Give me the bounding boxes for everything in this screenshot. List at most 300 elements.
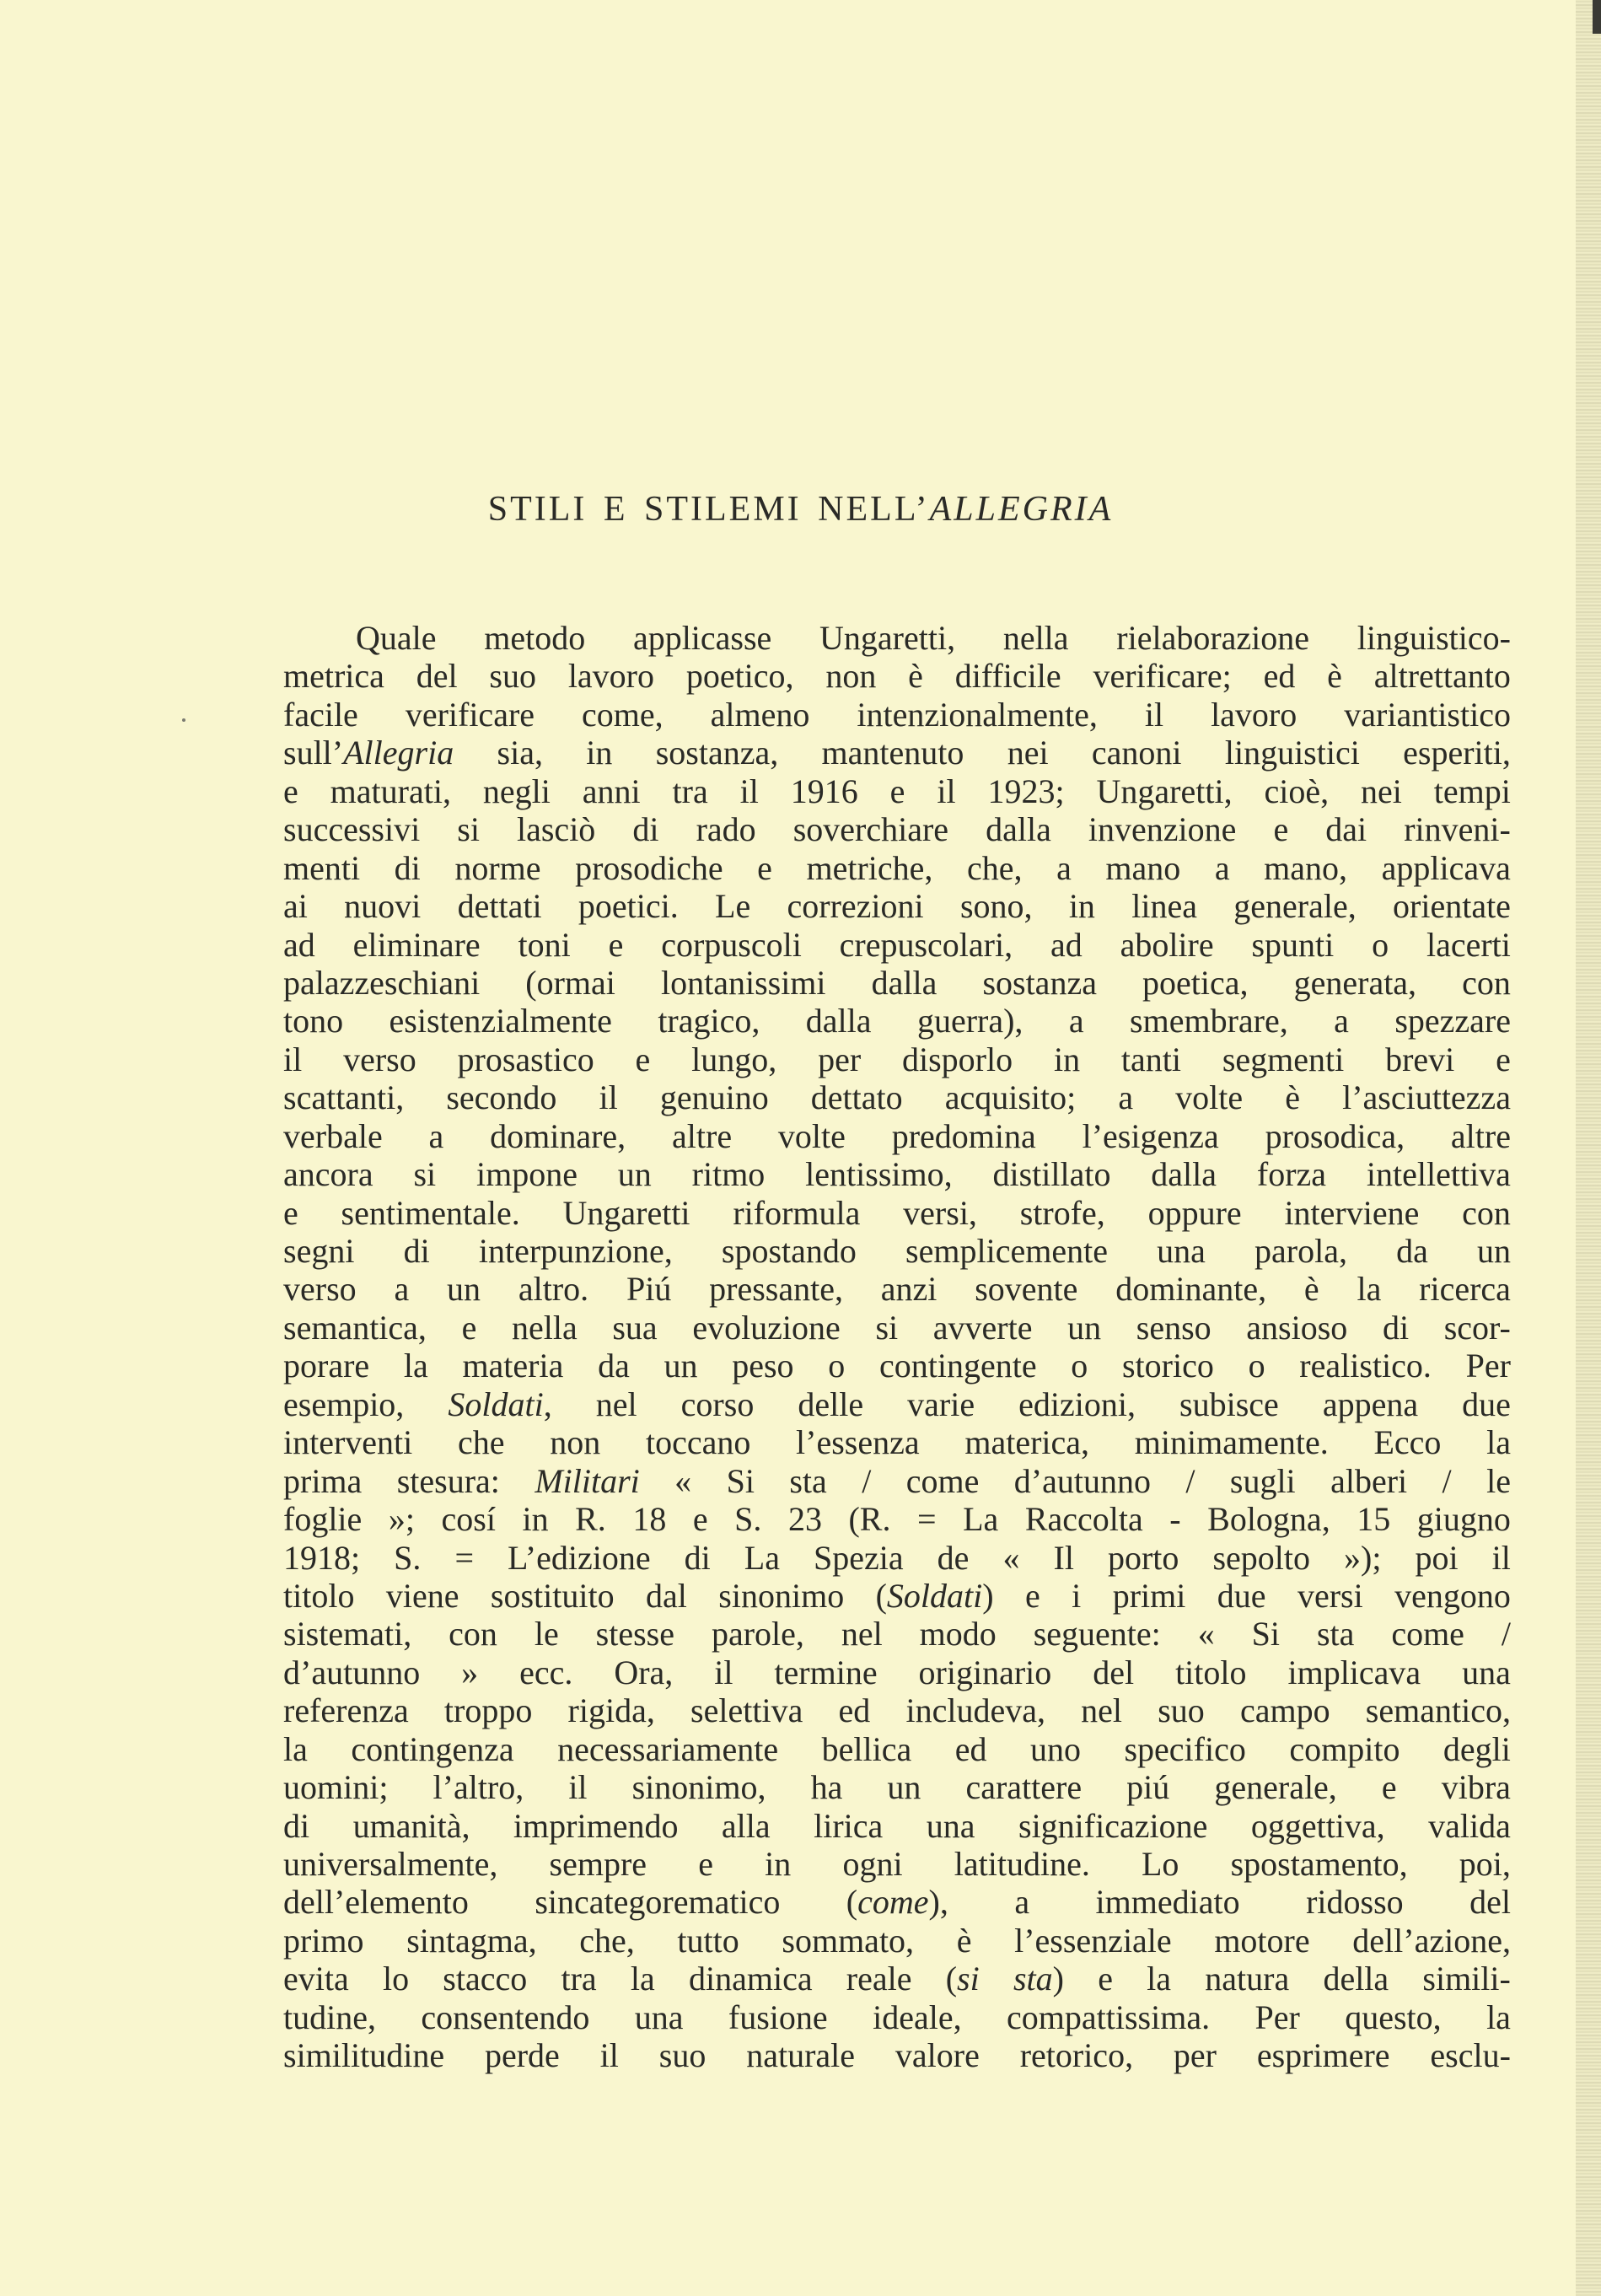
- word: altre: [1450, 1116, 1511, 1155]
- word: sincategorematico: [535, 1883, 781, 1922]
- word: esempio,: [283, 1385, 405, 1423]
- text-line: [283, 1653, 1511, 1691]
- word: tra: [672, 772, 708, 810]
- word: che,: [966, 848, 1023, 887]
- word: senso: [1136, 1308, 1211, 1347]
- word: lentissimo,: [805, 1155, 953, 1194]
- word: lasciò: [517, 810, 596, 849]
- word: la: [1486, 1423, 1511, 1462]
- word: e: [1496, 1040, 1511, 1078]
- word: il: [599, 1078, 618, 1117]
- word: un: [1067, 1308, 1102, 1347]
- word: Si: [1251, 1615, 1280, 1653]
- word: sta: [1316, 1615, 1355, 1653]
- word: interpunzione,: [478, 1232, 673, 1270]
- text-line: [283, 696, 1511, 734]
- word: l’essenziale: [1014, 1921, 1172, 1960]
- word: da: [1396, 1232, 1428, 1270]
- word: ridosso: [1306, 1883, 1404, 1922]
- word: sinonimo: [718, 1576, 845, 1615]
- chapter-title: [0, 489, 1601, 530]
- word: a: [1014, 1883, 1030, 1922]
- word: la: [1357, 1270, 1382, 1309]
- word: linguistici: [1224, 734, 1360, 772]
- word: sintagma,: [406, 1921, 537, 1960]
- word: due: [1217, 1576, 1266, 1615]
- word: materia: [462, 1347, 564, 1385]
- word: segmenti: [1222, 1040, 1345, 1078]
- word: modo: [919, 1615, 997, 1653]
- word: della: [1323, 1960, 1389, 1998]
- word: e: [698, 1845, 713, 1883]
- word: avverte: [932, 1308, 1033, 1347]
- word: maturati,: [330, 772, 451, 810]
- word: nei: [1361, 772, 1402, 810]
- word: intenzionalmente,: [857, 695, 1098, 734]
- word: come: [1391, 1615, 1464, 1653]
- word: e: [608, 925, 624, 964]
- word: rielaborazione: [1116, 619, 1310, 657]
- word: volte: [1175, 1078, 1244, 1117]
- word: troppo: [443, 1691, 533, 1730]
- word: successivi: [283, 810, 421, 849]
- word: secondo: [446, 1078, 557, 1117]
- text-line: [283, 1347, 1511, 1385]
- word: le: [534, 1615, 559, 1653]
- word: sostanza: [982, 963, 1097, 1002]
- word: R.: [575, 1500, 606, 1539]
- word: termine: [774, 1653, 878, 1691]
- word: ritmo: [691, 1155, 766, 1194]
- word: un: [664, 1347, 698, 1385]
- text-line: [283, 734, 1511, 772]
- text-line: [283, 772, 1511, 810]
- word: predomina: [891, 1116, 1036, 1155]
- word: nel: [1081, 1691, 1123, 1730]
- word: almeno: [710, 695, 810, 734]
- word: esperiti,: [1403, 734, 1511, 772]
- word: lacerti: [1426, 925, 1511, 964]
- word: »;: [388, 1500, 415, 1539]
- word: sistemati,: [283, 1615, 412, 1653]
- word: tutto: [677, 1921, 739, 1960]
- word: a: [1214, 848, 1230, 887]
- word: lavoro: [1211, 695, 1297, 734]
- word: smembrare,: [1130, 1002, 1288, 1040]
- word: delle: [798, 1385, 864, 1423]
- word: L’edizione: [508, 1538, 651, 1577]
- word: o: [828, 1347, 846, 1385]
- word: /: [1185, 1461, 1195, 1500]
- word: il: [599, 2036, 619, 2075]
- word: Soldati,: [448, 1385, 552, 1423]
- word: l’essenza: [796, 1423, 920, 1462]
- word: soverchiare: [792, 810, 949, 849]
- word: lavoro: [567, 657, 654, 696]
- word: verificare;: [1093, 657, 1232, 696]
- word: il: [739, 772, 759, 810]
- word: l’esigenza: [1082, 1116, 1219, 1155]
- word: linea: [1131, 887, 1197, 926]
- word: in: [586, 734, 613, 772]
- word: riformula: [733, 1193, 861, 1232]
- word: tudine,: [283, 1998, 376, 2036]
- word: stacco: [443, 1960, 528, 1998]
- word: «: [1197, 1615, 1215, 1653]
- word: similitudine: [283, 2036, 445, 2075]
- word: tanti: [1120, 1040, 1181, 1078]
- word: semantico,: [1365, 1691, 1511, 1730]
- word: corso: [680, 1385, 755, 1423]
- word: /: [1442, 1461, 1452, 1500]
- word: prosodica,: [1265, 1116, 1405, 1155]
- word: sinonimo,: [631, 1768, 766, 1807]
- word: il: [1144, 695, 1164, 734]
- word: di: [394, 848, 421, 887]
- word: sua: [612, 1308, 658, 1347]
- word: un: [887, 1768, 921, 1807]
- word: dettato: [810, 1078, 903, 1117]
- text-line: [283, 1691, 1511, 1729]
- word: varie: [907, 1385, 975, 1423]
- word: dominante,: [1115, 1270, 1267, 1309]
- word: a: [1056, 848, 1072, 887]
- word: d’autunno: [1013, 1461, 1151, 1500]
- word: degli: [1443, 1729, 1511, 1768]
- word: carattere: [965, 1768, 1083, 1807]
- word: (Soldati): [875, 1576, 994, 1615]
- word: materica,: [964, 1423, 1090, 1462]
- word: e: [757, 848, 772, 887]
- word: è: [908, 657, 923, 696]
- word: edizioni,: [1018, 1385, 1136, 1423]
- word: brevi: [1385, 1040, 1455, 1078]
- word: evoluzione: [692, 1308, 841, 1347]
- word: o: [1372, 925, 1389, 964]
- margin-speck: [182, 718, 185, 722]
- word: genuino: [659, 1078, 769, 1117]
- word: altrettanto: [1373, 657, 1511, 696]
- word: includeva,: [905, 1691, 1045, 1730]
- word: foglie: [283, 1500, 363, 1539]
- word: oggettiva,: [1250, 1806, 1385, 1845]
- word: Militari: [535, 1461, 640, 1500]
- word: una: [1462, 1653, 1511, 1691]
- word: La: [963, 1500, 999, 1539]
- word: suo: [489, 657, 536, 696]
- text-line: [283, 1730, 1511, 1768]
- word: compito: [1289, 1729, 1400, 1768]
- word: metrica: [283, 657, 384, 696]
- word: una: [634, 1998, 684, 2036]
- word: non: [825, 657, 877, 696]
- word: 1916: [790, 772, 858, 810]
- word: nella: [511, 1308, 578, 1347]
- word: =: [917, 1500, 937, 1539]
- word: significazione: [1018, 1806, 1208, 1845]
- word: prosastico: [457, 1040, 594, 1078]
- text-line: [283, 1194, 1511, 1232]
- word: di: [684, 1538, 711, 1577]
- word: mantenuto: [821, 734, 964, 772]
- word: il: [937, 772, 956, 810]
- text-line: [283, 1117, 1511, 1155]
- word: stesura:: [396, 1461, 500, 1500]
- word: »);: [1344, 1538, 1382, 1577]
- word: specifico: [1124, 1729, 1246, 1768]
- word: di: [632, 810, 659, 849]
- word: (si: [945, 1960, 980, 1998]
- word: reale: [846, 1960, 912, 1998]
- text-line: [283, 1768, 1511, 1806]
- word: spezzare: [1394, 1002, 1511, 1040]
- word: valore: [895, 2036, 980, 2075]
- word: crepuscolari,: [839, 925, 1013, 964]
- text-line: [283, 1462, 1511, 1500]
- word: latitudine.: [954, 1845, 1090, 1883]
- word: 18: [632, 1500, 667, 1539]
- word: applicava: [1381, 848, 1511, 887]
- word: metriche,: [806, 848, 933, 887]
- word: pressante,: [709, 1270, 843, 1309]
- text-line: [283, 2036, 1511, 2074]
- word: poetico,: [685, 657, 794, 696]
- word: d’autunno: [283, 1653, 421, 1691]
- word: poi,: [1459, 1845, 1511, 1883]
- word: impone: [475, 1155, 578, 1194]
- word: Le: [715, 887, 751, 926]
- word: variantistico: [1344, 695, 1511, 734]
- word: ad: [283, 925, 315, 964]
- word: dinamica: [688, 1960, 813, 1998]
- word: Ungaretti,: [819, 619, 956, 657]
- word: sia,: [497, 734, 543, 772]
- word: poetici.: [578, 887, 679, 926]
- word: è: [1327, 657, 1342, 696]
- word: distillato: [992, 1155, 1111, 1194]
- word: 1923;: [987, 772, 1065, 810]
- text-line: [283, 964, 1511, 1002]
- word: oppure: [1147, 1193, 1242, 1232]
- word: rigida,: [567, 1691, 655, 1730]
- word: lontanissimi: [660, 963, 826, 1002]
- word: il: [714, 1653, 733, 1691]
- word: questo,: [1345, 1998, 1442, 2036]
- word: ideale,: [873, 1998, 962, 2036]
- word: e: [1273, 810, 1289, 849]
- word: sepolto: [1212, 1538, 1310, 1577]
- word: che,: [579, 1921, 635, 1960]
- word: il: [283, 1040, 303, 1078]
- word: del: [1093, 1653, 1135, 1691]
- word: di: [1382, 1308, 1410, 1347]
- word: natura: [1205, 1960, 1290, 1998]
- word: norme: [454, 848, 541, 887]
- word: una: [926, 1806, 975, 1845]
- word: ecc.: [519, 1653, 573, 1691]
- word: il: [568, 1768, 588, 1807]
- word: del: [416, 657, 458, 696]
- word: nel: [595, 1385, 637, 1423]
- word: evita: [283, 1960, 349, 1998]
- word: Ungaretti,: [1096, 772, 1233, 810]
- word: un: [1477, 1232, 1511, 1270]
- word: abolire: [1120, 925, 1214, 964]
- word: toni: [518, 925, 571, 964]
- word: sta): [1013, 1960, 1064, 1998]
- word: appena: [1322, 1385, 1419, 1423]
- word: o: [1071, 1347, 1088, 1385]
- word: retorico,: [1019, 2036, 1134, 2075]
- text-line: [283, 1423, 1511, 1461]
- word: da: [598, 1347, 630, 1385]
- word: una: [1157, 1232, 1206, 1270]
- text-line: [283, 926, 1511, 964]
- word: ad: [1050, 925, 1083, 964]
- word: generale,: [1233, 887, 1357, 926]
- word: prima: [283, 1461, 363, 1500]
- word: Spezia: [814, 1538, 904, 1577]
- word: suo: [658, 2036, 706, 2075]
- word: ricerca: [1419, 1270, 1511, 1309]
- word: invenzione: [1088, 810, 1237, 849]
- word: esistenzialmente: [389, 1002, 612, 1040]
- word: come: [905, 1461, 980, 1500]
- text-line: [283, 1577, 1511, 1615]
- word: suo: [1158, 1691, 1205, 1730]
- word: /: [862, 1461, 872, 1500]
- word: lungo,: [691, 1040, 777, 1078]
- word: e: [1025, 1576, 1040, 1615]
- word: un: [617, 1155, 652, 1194]
- word: simili-: [1422, 1960, 1511, 1998]
- word: immediato: [1095, 1883, 1240, 1922]
- word: dettati: [457, 887, 542, 926]
- word: minimamente.: [1134, 1423, 1329, 1462]
- word: porare: [283, 1347, 370, 1385]
- word: con: [449, 1615, 497, 1653]
- word: nuovi: [344, 887, 422, 926]
- word: -: [1169, 1500, 1181, 1539]
- word: storico: [1121, 1347, 1214, 1385]
- word: a: [1118, 1078, 1134, 1117]
- word: dalla: [1151, 1155, 1217, 1194]
- word: dalla: [871, 963, 937, 1002]
- word: ed: [1263, 657, 1296, 696]
- word: dell’elemento: [283, 1883, 469, 1922]
- word: volte: [777, 1116, 846, 1155]
- word: rinveni-: [1404, 810, 1511, 849]
- word: di: [283, 1806, 310, 1845]
- word: verso: [343, 1040, 416, 1078]
- word: difficile: [954, 657, 1061, 696]
- word: in: [1053, 1040, 1081, 1078]
- page-corner-shadow: [1593, 0, 1601, 34]
- word: a: [428, 1116, 444, 1155]
- text-line: [283, 849, 1511, 887]
- word: ha: [810, 1768, 843, 1807]
- word: Ora,: [614, 1653, 674, 1691]
- word: Si: [726, 1461, 755, 1500]
- text-line: [283, 657, 1511, 695]
- word: sommato,: [782, 1921, 915, 1960]
- word: semplicemente: [905, 1232, 1108, 1270]
- word: toccano: [645, 1423, 751, 1462]
- word: nei: [1007, 734, 1049, 772]
- word: anni: [582, 772, 641, 810]
- word: non: [550, 1423, 601, 1462]
- word: palazzeschiani: [283, 963, 481, 1002]
- word: parole,: [711, 1615, 804, 1653]
- word: per: [818, 1040, 862, 1078]
- word: S.: [734, 1500, 762, 1539]
- word: uomini;: [283, 1768, 389, 1807]
- word: piú: [1126, 1768, 1170, 1807]
- word: e: [635, 1040, 651, 1078]
- word: e: [461, 1308, 477, 1347]
- word: eliminare: [352, 925, 481, 964]
- word: linguistico-: [1357, 619, 1511, 657]
- word: primi: [1112, 1576, 1186, 1615]
- word: originario: [918, 1653, 1052, 1691]
- word: cioè,: [1264, 772, 1330, 810]
- word: facile: [283, 695, 358, 734]
- word: o: [1248, 1347, 1265, 1385]
- word: canoni: [1091, 734, 1182, 772]
- word: menti: [283, 848, 361, 887]
- word: i: [1072, 1576, 1082, 1615]
- word: «: [674, 1461, 692, 1500]
- word: con: [1462, 1193, 1511, 1232]
- word: per: [1173, 2036, 1217, 2075]
- word: segni: [283, 1232, 355, 1270]
- word: sostituito: [490, 1576, 615, 1615]
- text-line: [283, 1155, 1511, 1193]
- word: titolo: [283, 1576, 355, 1615]
- word: uno: [1030, 1729, 1081, 1768]
- word: metodo: [484, 619, 586, 657]
- word: contingenza: [351, 1729, 514, 1768]
- word: Per: [1465, 1347, 1511, 1385]
- word: spostando: [721, 1232, 857, 1270]
- word: dai: [1325, 810, 1367, 849]
- word: campo: [1239, 1691, 1330, 1730]
- word: nel: [841, 1615, 883, 1653]
- word: versi,: [903, 1193, 977, 1232]
- word: come,: [582, 695, 664, 734]
- word: umanità,: [352, 1806, 470, 1845]
- word: acquisito;: [944, 1078, 1077, 1117]
- word: primo: [283, 1921, 364, 1960]
- word: seguente:: [1033, 1615, 1161, 1653]
- word: Ecco: [1373, 1423, 1442, 1462]
- word: forza: [1256, 1155, 1327, 1194]
- word: il: [1491, 1538, 1511, 1577]
- word: esclu-: [1430, 2036, 1511, 2075]
- word: del: [1469, 1883, 1511, 1922]
- word: compattissima.: [1007, 1998, 1211, 2036]
- word: dalla: [986, 810, 1051, 849]
- word: valida: [1428, 1806, 1511, 1845]
- word: in: [765, 1845, 792, 1883]
- word: vengono: [1394, 1576, 1511, 1615]
- word: alla: [721, 1806, 771, 1845]
- word: e: [283, 772, 298, 810]
- word: tra: [561, 1960, 597, 1998]
- word: di: [403, 1232, 430, 1270]
- word: giugno: [1416, 1500, 1511, 1539]
- word: Raccolta: [1024, 1500, 1143, 1539]
